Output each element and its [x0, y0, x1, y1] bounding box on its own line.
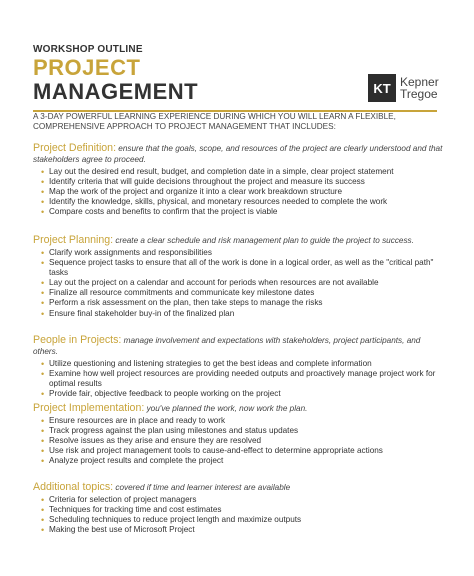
- list-item: • Resolve issues as they arise and ensure they are resolved: [41, 436, 443, 446]
- list-item: • Clarify work assignments and responsibilities: [41, 248, 443, 258]
- section-title: People in Projects:: [33, 334, 122, 346]
- section-description: create a clear schedule and risk management plan to guide the project to success.: [113, 236, 414, 245]
- list-item: • Analyze project results and complete the project: [41, 456, 443, 466]
- section-title: Project Definition:: [33, 142, 117, 154]
- section-project-planning: [33, 235, 443, 319]
- section-heading: [33, 403, 443, 414]
- kepner-tregoe-logo: [368, 74, 439, 102]
- logo-mark: KT: [368, 74, 396, 102]
- list-item: • Provide fair, objective feedback to people working on the project: [41, 389, 443, 399]
- list-item: • Criteria for selection of project managers: [41, 495, 443, 505]
- section-description: ensure that the goals, scope, and resources of the project are clearly understood and that stakeholders agree to proceed.: [33, 144, 443, 164]
- section-title: Project Implementation:: [33, 402, 145, 414]
- document-header: [33, 44, 443, 106]
- list-item: • Ensure final stakeholder buy-in of the finalized plan: [41, 309, 443, 319]
- list-item: • Making the best use of Microsoft Project: [41, 525, 443, 535]
- section-heading: [33, 482, 443, 493]
- section-project-definition: [33, 143, 443, 217]
- bullet-list: [33, 416, 443, 466]
- list-item: • Utilize questioning and listening strategies to get the best ideas and complete information: [41, 359, 443, 369]
- eyebrow-label: WORKSHOP OUTLINE: [33, 44, 143, 55]
- logo-wordmark: [400, 76, 439, 100]
- section-heading: [33, 335, 443, 357]
- list-item: • Identify criteria that will guide decisions throughout the project and measure its success: [41, 177, 443, 187]
- list-item: • Use risk and project management tools to cause-and-effect to determine appropriate actions: [41, 446, 443, 456]
- list-item: • Examine how well project resources are providing needed outputs and proactively manage project work for optimal results: [41, 369, 443, 389]
- section-description: you've planned the work, now work the plan.: [144, 404, 308, 413]
- bullet-list: [33, 359, 443, 399]
- list-item: • Finalize all resource commitments and communicate key milestone dates: [41, 288, 443, 298]
- title-line-1: PROJECT: [33, 55, 141, 80]
- list-item: • Compare costs and benefits to confirm that the project is viable: [41, 207, 443, 217]
- list-item: • Perform a risk assessment on the plan, then take steps to manage the risks: [41, 298, 443, 308]
- list-item: • Scheduling techniques to reduce project length and maximize outputs: [41, 515, 443, 525]
- section-people-in-projects: [33, 335, 443, 399]
- list-item: • Lay out the desired end result, budget, and completion date in a simple, clear project statement: [41, 167, 443, 177]
- intro-paragraph: A 3-DAY POWERFUL LEARNING EXPERIENCE DURING WHICH YOU WILL LEARN A FLEXIBLE, COMPREHENSIVE APPROACH TO PROJECT MANAGEMENT THAT INCLUDES:: [33, 112, 396, 131]
- bullet-list: [33, 248, 443, 319]
- section-title: Additional topics:: [33, 481, 114, 493]
- logo-line-1: Kepner: [400, 75, 439, 89]
- list-item: • Lay out the project on a calendar and account for periods when resources are not available: [41, 278, 443, 288]
- logo-line-2: Tregoe: [400, 87, 438, 101]
- section-description: covered if time and learner interest are available: [113, 483, 291, 492]
- list-item: • Ensure resources are in place and ready to work: [41, 416, 443, 426]
- list-item: • Track progress against the plan using milestones and status updates: [41, 426, 443, 436]
- list-item: • Techniques for tracking time and cost estimates: [41, 505, 443, 515]
- list-item: • Map the work of the project and organize it into a clear work breakdown structure: [41, 187, 443, 197]
- section-title: Project Planning:: [33, 234, 114, 246]
- list-item: • Sequence project tasks to ensure that all of the work is done in a logical order, as well as the "critical path" tasks: [41, 258, 443, 278]
- section-heading: [33, 235, 443, 246]
- section-additional-topics: [33, 482, 443, 535]
- bullet-list: [33, 495, 443, 535]
- title-line-2: MANAGEMENT: [33, 79, 199, 104]
- section-heading: [33, 143, 443, 165]
- section-project-implementation: [33, 403, 443, 466]
- list-item: • Identify the knowledge, skills, physical, and monetary resources needed to complete the work: [41, 197, 443, 207]
- bullet-list: [33, 167, 443, 217]
- section-description: manage involvement and expectations with stakeholders, project participants, and others.: [33, 336, 421, 356]
